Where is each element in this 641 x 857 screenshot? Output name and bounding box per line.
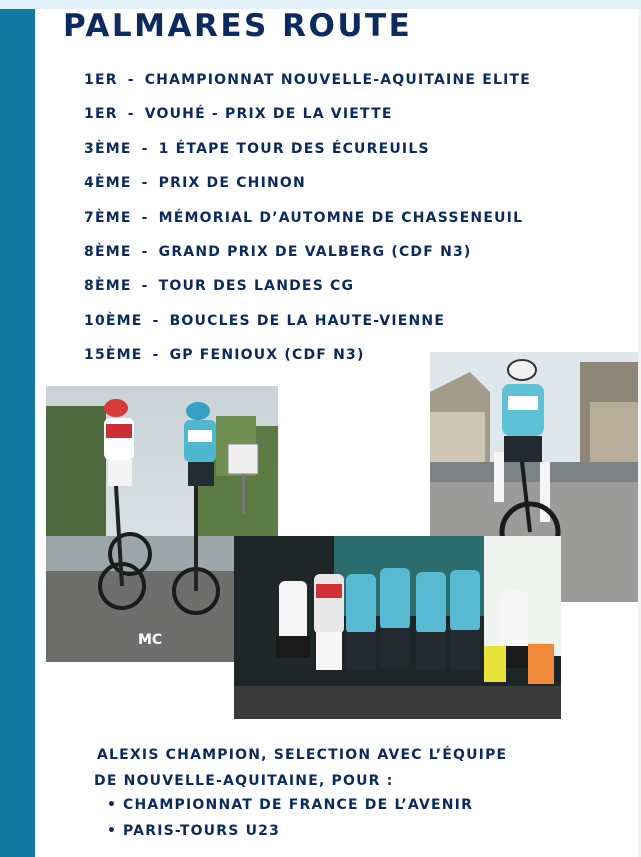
result-separator: - bbox=[152, 312, 160, 329]
page-title: PALMARES ROUTE bbox=[63, 8, 413, 44]
result-event: GP FENIOUX (CDF N3) bbox=[169, 347, 365, 364]
result-row bbox=[84, 276, 531, 310]
bullet-icon: • bbox=[107, 797, 118, 813]
result-rank: 15ÈME bbox=[84, 347, 143, 364]
selection-item bbox=[107, 792, 473, 818]
result-row bbox=[84, 311, 531, 345]
selection-statement bbox=[94, 742, 508, 794]
selection-list bbox=[107, 792, 473, 844]
result-rank: 3ÈME bbox=[84, 140, 132, 157]
result-row bbox=[84, 139, 531, 173]
result-rank: 8ÈME bbox=[84, 278, 132, 295]
result-separator: - bbox=[141, 209, 149, 226]
result-event: MÉMORIAL D’AUTOMNE DE CHASSENEUIL bbox=[158, 209, 524, 226]
result-event: BOUCLES DE LA HAUTE-VIENNE bbox=[169, 312, 446, 329]
selection-item-label: CHAMPIONNAT DE FRANCE DE L’AVENIR bbox=[123, 797, 474, 813]
result-rank: 8ÈME bbox=[84, 243, 132, 260]
result-rank: 1ER bbox=[84, 72, 118, 88]
result-event: PRIX DE CHINON bbox=[158, 175, 306, 192]
svg-text:MC: MC bbox=[138, 632, 163, 648]
result-rank: 10ÈME bbox=[84, 312, 143, 329]
result-rank: 4ÈME bbox=[84, 175, 132, 192]
result-rank: 1ER bbox=[84, 106, 118, 123]
results-list bbox=[84, 70, 531, 380]
selection-line-2: DE NOUVELLE-AQUITAINE, POUR : bbox=[94, 773, 394, 789]
result-separator: - bbox=[141, 278, 149, 295]
photo-team-presentation bbox=[234, 536, 561, 719]
result-row bbox=[84, 173, 531, 207]
result-event: VOUHÉ - PRIX DE LA VIETTE bbox=[144, 106, 393, 123]
result-separator: - bbox=[127, 72, 135, 88]
result-separator: - bbox=[127, 106, 135, 123]
selection-item bbox=[107, 818, 473, 844]
bullet-icon: • bbox=[107, 823, 118, 839]
result-row bbox=[84, 104, 531, 138]
result-event: TOUR DES LANDES CG bbox=[158, 278, 355, 295]
result-separator: - bbox=[141, 175, 149, 192]
selection-item-label: PARIS-TOURS U23 bbox=[123, 823, 281, 839]
selection-line-1: ALEXIS CHAMPION, SELECTION AVEC L’ÉQUIPE bbox=[97, 747, 508, 763]
result-event: GRAND PRIX DE VALBERG (CDF N3) bbox=[158, 243, 472, 260]
result-event: 1 ÉTAPE TOUR DES ÉCUREUILS bbox=[158, 140, 430, 157]
result-separator: - bbox=[152, 347, 160, 364]
result-row bbox=[84, 242, 531, 276]
result-event: CHAMPIONNAT NOUVELLE-AQUITAINE ELITE bbox=[144, 72, 532, 88]
result-rank: 7ÈME bbox=[84, 209, 132, 226]
result-separator: - bbox=[141, 140, 149, 157]
result-row bbox=[84, 208, 531, 242]
side-accent-band bbox=[0, 9, 35, 857]
result-row bbox=[84, 70, 531, 104]
result-separator: - bbox=[141, 243, 149, 260]
